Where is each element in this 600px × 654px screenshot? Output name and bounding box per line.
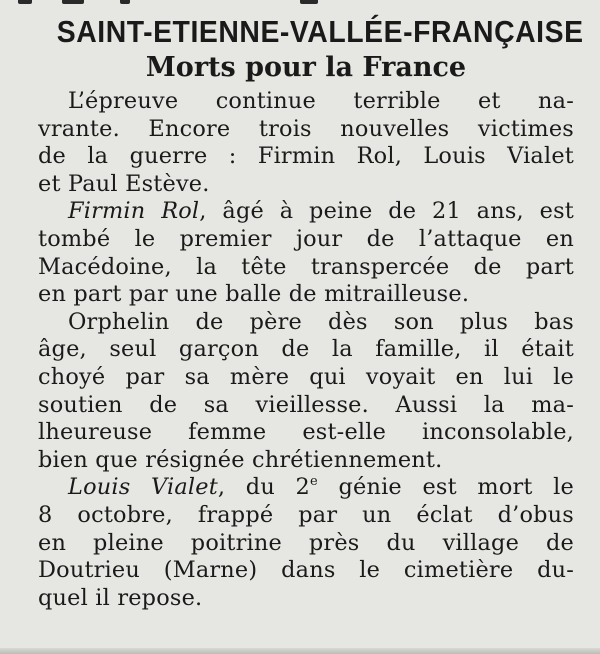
article-headline: SAINT-ETIENNE-VALLÉE-FRANÇAISE xyxy=(56,15,584,49)
line-text: 8 octobre, frappé par un éclat d’obus xyxy=(38,501,574,528)
person-name: Firmin Rol xyxy=(68,198,200,225)
line-text: soutien de sa vieillesse. Aussi la ma- xyxy=(38,391,574,418)
line-text: Doutrieu (Marne) dans le cimetière du- xyxy=(38,557,574,584)
line-text: âge, seul garçon de la famille, il était xyxy=(38,336,574,363)
text-line xyxy=(38,198,574,226)
line-text: , du 2 xyxy=(217,474,310,501)
line-text: choyé par sa mère qui voyait en lui le xyxy=(38,363,574,390)
line-text: lheureuse femme est-elle inconsolable, xyxy=(38,419,574,446)
line-text: bien que résignée chrétiennement. xyxy=(38,446,443,473)
text-line xyxy=(38,88,574,116)
article-subhead: Morts pour la France xyxy=(145,52,467,83)
line-text: Macédoine, la tête transpercée de part xyxy=(38,253,574,280)
text-line xyxy=(38,392,574,420)
clipping-bottom-edge xyxy=(0,648,600,654)
person-name: Louis Vialet xyxy=(68,474,218,501)
line-text: et Paul Estève. xyxy=(38,170,210,197)
text-line xyxy=(38,143,574,171)
line-text: génie est mort le xyxy=(317,474,574,501)
text-line xyxy=(38,530,574,558)
line-text: quel il repose. xyxy=(38,584,203,611)
article-body xyxy=(38,88,574,612)
line-text: , âgé à peine de 21 ans, est xyxy=(199,198,574,225)
text-line xyxy=(38,502,574,530)
text-line xyxy=(38,171,574,199)
line-text: en pleine poitrine près du village de xyxy=(38,529,574,556)
line-text: de la guerre : Firmin Rol, Louis Vialet xyxy=(38,143,574,170)
text-line xyxy=(38,116,574,144)
line-text: vrante. Encore trois nouvelles victimes xyxy=(38,115,574,142)
text-line xyxy=(38,309,574,337)
text-line xyxy=(38,585,574,613)
line-text: tombé le premier jour de l’attaque en xyxy=(38,225,574,252)
text-line xyxy=(38,557,574,585)
text-line xyxy=(38,336,574,364)
cropped-text-edge xyxy=(0,0,600,8)
text-line xyxy=(38,254,574,282)
line-text: Orphelin de père dès son plus bas xyxy=(68,308,574,335)
text-line xyxy=(38,364,574,392)
text-line xyxy=(38,226,574,254)
line-text: L’épreuve continue terrible et na- xyxy=(68,88,574,114)
text-line xyxy=(38,419,574,447)
text-line xyxy=(38,281,574,309)
line-text: en part par une balle de mitrailleuse. xyxy=(38,281,470,308)
ordinal-superscript: e xyxy=(309,474,318,490)
text-line xyxy=(38,474,574,502)
text-line xyxy=(38,447,574,475)
